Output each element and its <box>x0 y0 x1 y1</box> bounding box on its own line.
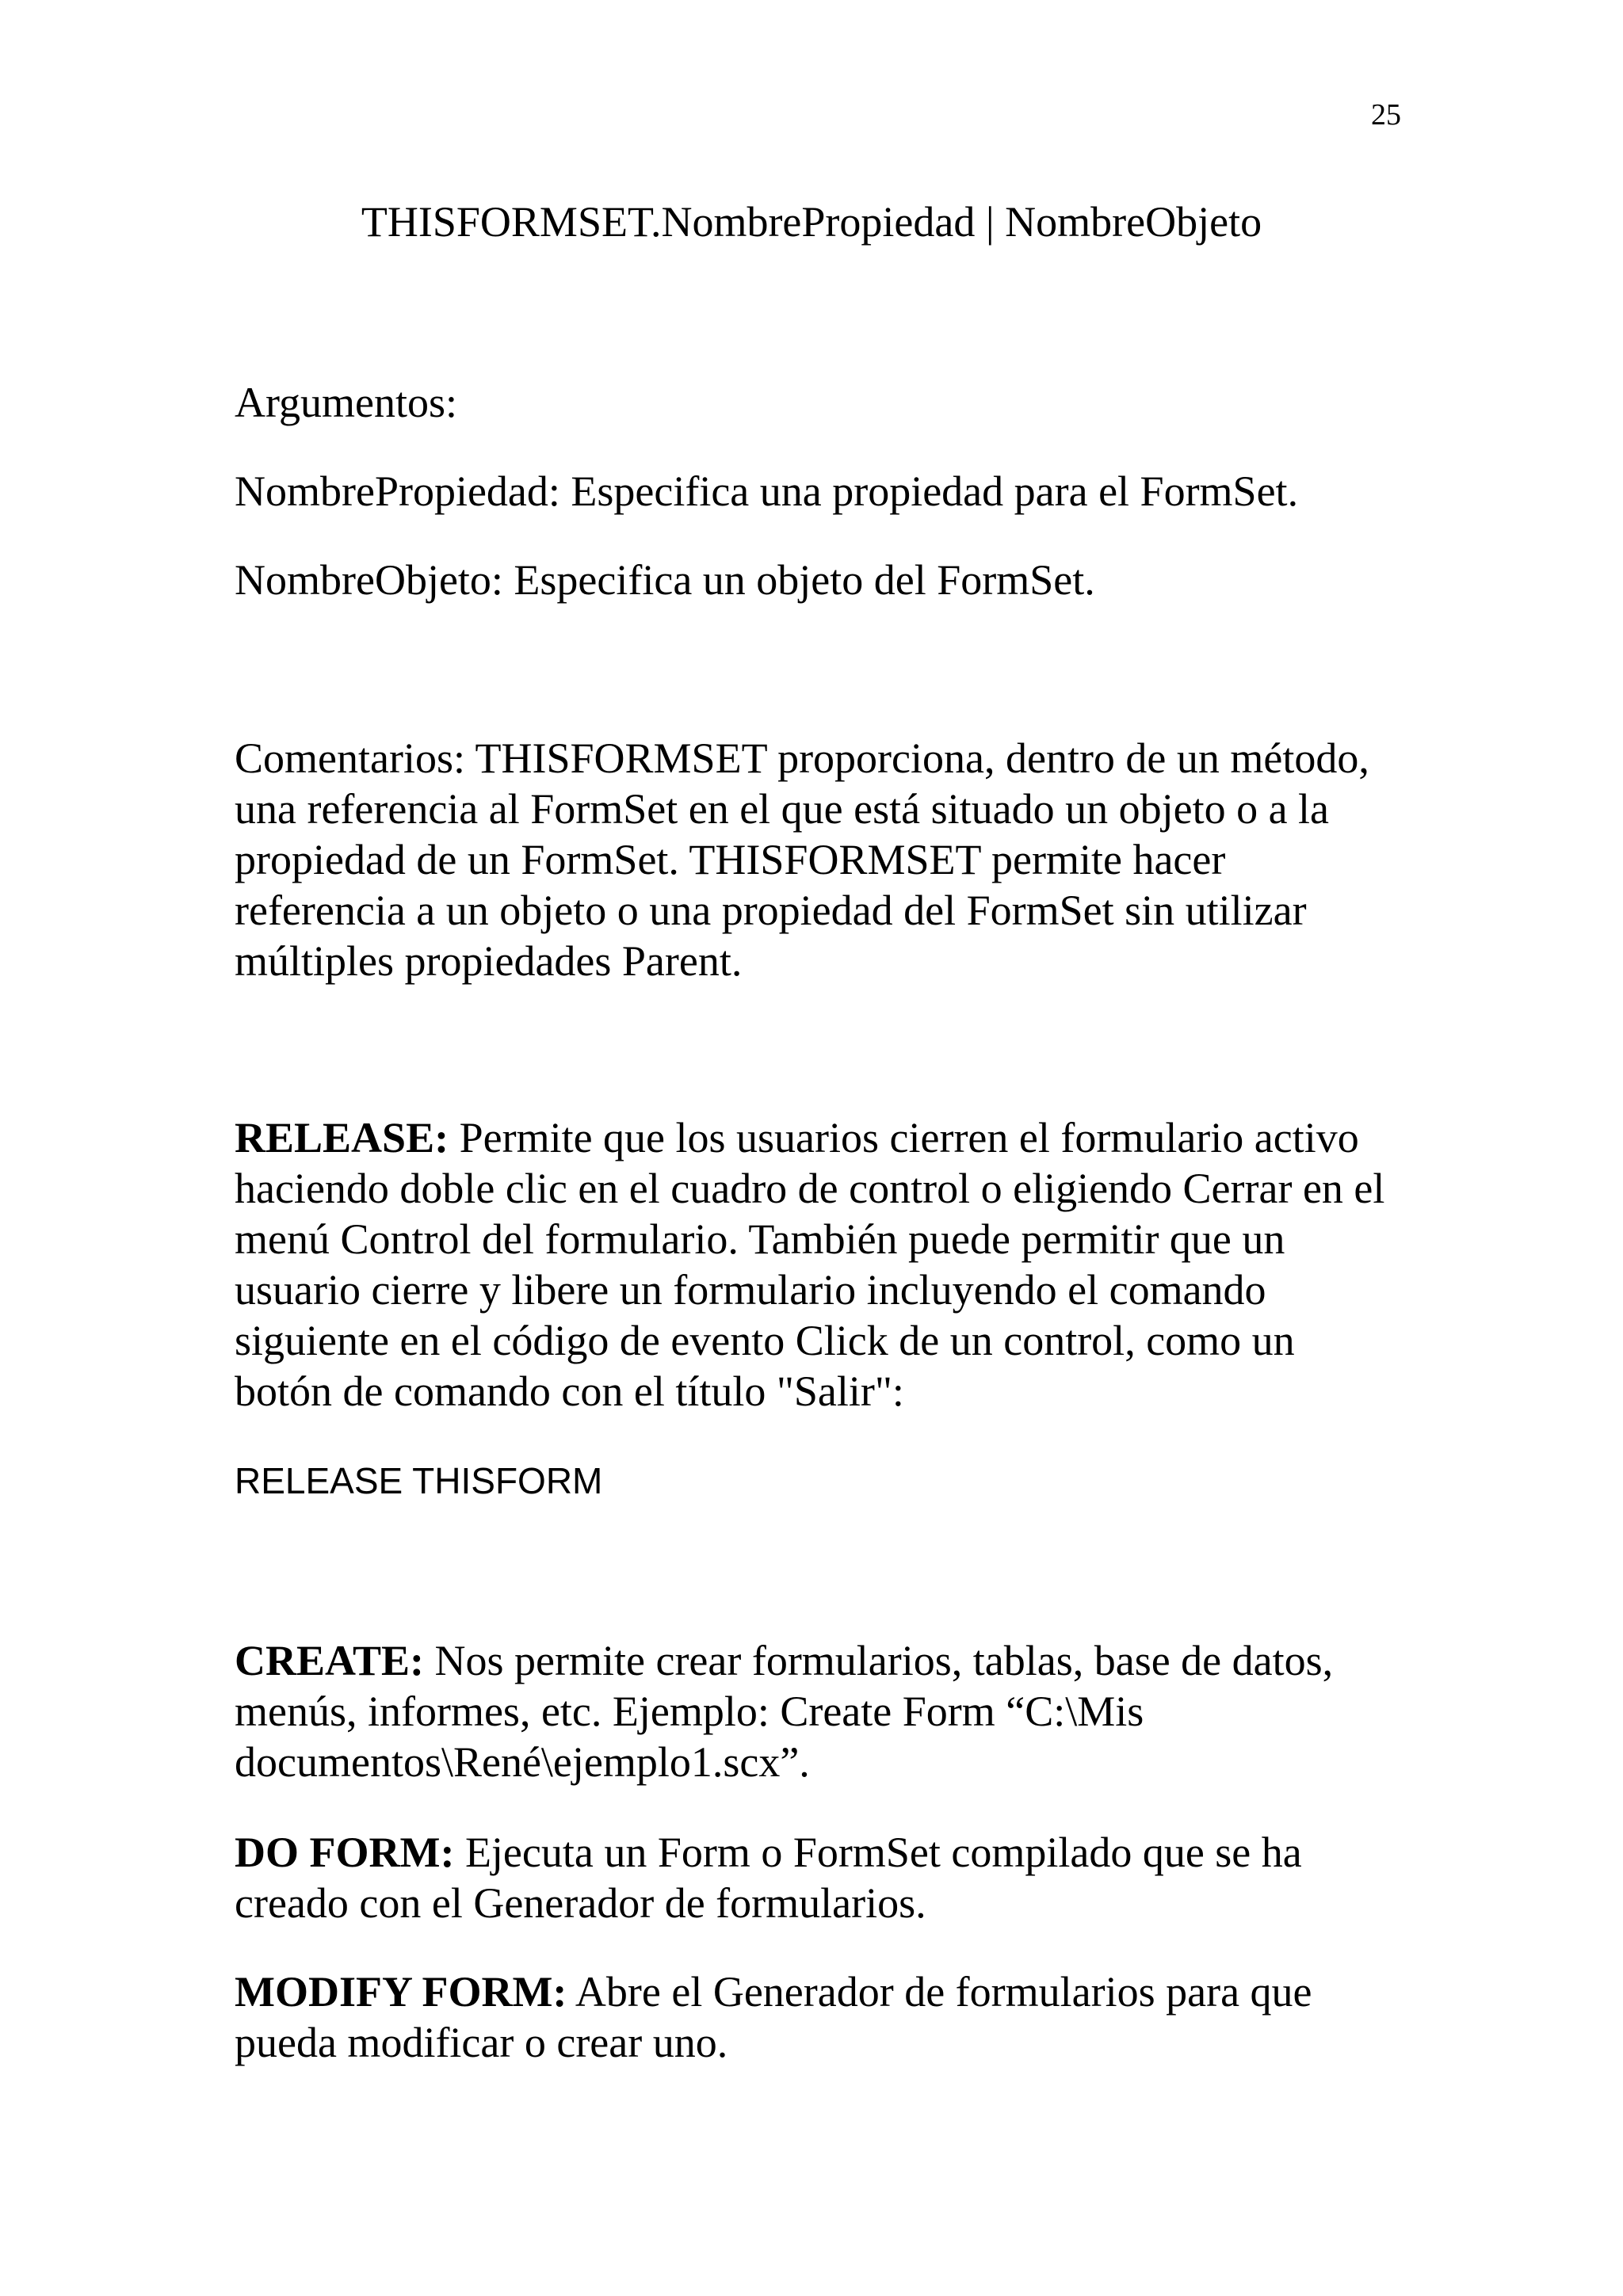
modify-form-term: MODIFY FORM: <box>235 1968 567 2016</box>
syntax-line: THISFORMSET.NombrePropiedad | NombreObjeto <box>361 198 1262 246</box>
release-paragraph <box>235 1112 1400 1417</box>
modify-form-paragraph <box>235 1966 1400 2068</box>
do-form-text: Ejecuta un Form o FormSet compilado que se ha creado con el Generador de formularios. <box>235 1829 1302 1927</box>
create-paragraph <box>235 1635 1400 1787</box>
do-form-paragraph <box>235 1827 1400 1928</box>
create-text: Nos permite crear formularios, tablas, base de datos, menús, informes, etc. Ejemplo: Create Form “C:\Mis documentos\René\ejemplo1.scx”. <box>235 1637 1334 1786</box>
release-term: RELEASE: <box>235 1114 449 1161</box>
do-form-term: DO FORM: <box>235 1829 455 1876</box>
create-term: CREATE: <box>235 1637 425 1684</box>
argument-nombrepropiedad: NombrePropiedad: Especifica una propiedad para el FormSet. <box>235 467 1299 515</box>
argument-nombreobjeto: NombreObjeto: Especifica un objeto del FormSet. <box>235 556 1095 604</box>
page-number: 25 <box>1371 98 1401 132</box>
release-text: Permite que los usuarios cierren el formulario activo haciendo doble clic en el cuadro de control o eligiendo Cerrar en el menú Control del formulario. También puede permitir que un usuario cierre y libere un formulario incluyendo el comando siguiente en el código de evento Click de un control, como un botón de comando con el título "Salir": <box>235 1114 1385 1415</box>
release-code: RELEASE THISFORM <box>235 1460 603 1501</box>
modify-form-text: Abre el Generador de formularios para que pueda modificar o crear uno. <box>235 1968 1312 2066</box>
comentarios-paragraph: Comentarios: THISFORMSET proporciona, dentro de un método, una referencia al FormSet en el que está situado un objeto o a la propiedad de un FormSet. THISFORMSET permite hacer referencia a un objeto o una propiedad del FormSet sin utilizar múltiples propiedades Parent. <box>235 734 1369 985</box>
arguments-heading: Argumentos: <box>235 379 457 426</box>
